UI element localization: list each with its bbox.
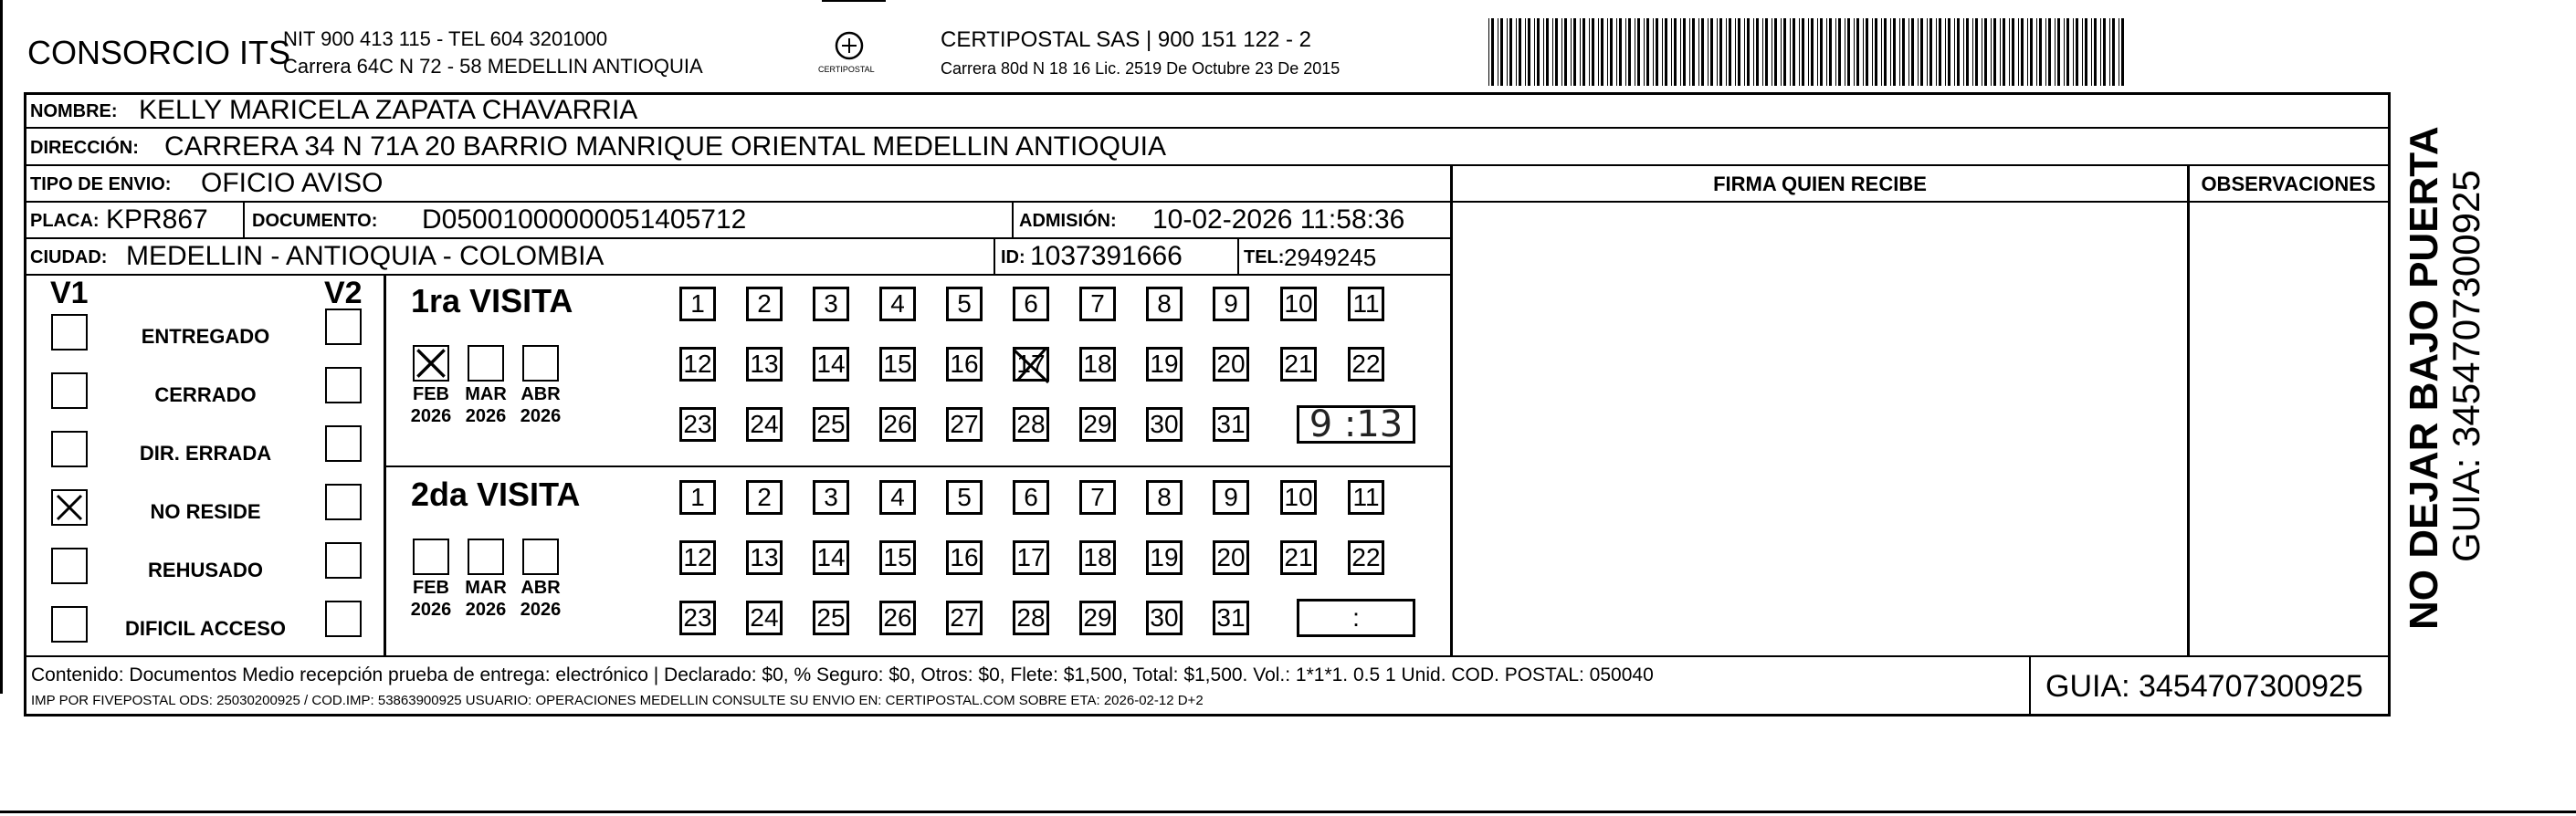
logo-text: CERTIPOSTAL: [818, 65, 875, 74]
frame-left: [24, 92, 26, 717]
row-sep-2: [24, 164, 2391, 166]
day-box[interactable]: 29: [1079, 601, 1116, 635]
document-value: D05001000000051405712: [422, 204, 747, 235]
signature-header: FIRMA QUIEN RECIBE: [1713, 173, 1927, 195]
footer-guide-sep: [2029, 655, 2031, 714]
day-box[interactable]: 27: [946, 601, 983, 635]
day-box[interactable]: 11: [1348, 287, 1384, 321]
admission-value: 10-02-2026 11:58:36: [1152, 204, 1405, 235]
day-box[interactable]: 5: [946, 287, 983, 321]
day-box[interactable]: 18: [1079, 347, 1116, 382]
v1-label: V1: [50, 276, 89, 310]
day-box[interactable]: 8: [1146, 287, 1183, 321]
day-box[interactable]: 17: [1013, 540, 1049, 575]
month-label: ABR 2026: [520, 578, 562, 620]
day-box[interactable]: 11: [1348, 480, 1384, 515]
month-label: FEB 2026: [410, 384, 452, 426]
day-box[interactable]: 5: [946, 480, 983, 515]
col-sep-signature: [1450, 164, 1453, 657]
v1-checkbox[interactable]: [51, 548, 88, 584]
day-box[interactable]: 26: [879, 407, 916, 442]
plate-value: KPR867: [106, 204, 208, 235]
v2-checkbox[interactable]: [325, 309, 362, 345]
company-nit: NIT 900 413 115 - TEL 604 3201000: [283, 27, 608, 50]
col-sep-id: [994, 237, 995, 274]
month-label: MAR 2026: [465, 384, 507, 426]
id-label: ID:: [1001, 247, 1025, 267]
day-box[interactable]: 13: [746, 540, 783, 575]
name-label: NOMBRE:: [30, 101, 118, 121]
plate-label: PLACA:: [30, 211, 100, 231]
day-box[interactable]: 14: [813, 540, 849, 575]
day-cross-icon: [1010, 344, 1052, 386]
day-box[interactable]: 15: [879, 347, 916, 382]
day-box[interactable]: 27: [946, 407, 983, 442]
day-box[interactable]: 22: [1348, 540, 1384, 575]
month-checkbox[interactable]: [468, 539, 504, 575]
month-label: FEB 2026: [410, 578, 452, 620]
company-address: Carrera 64C N 72 - 58 MEDELLIN ANTIOQUIA: [283, 55, 703, 78]
day-box[interactable]: 10: [1280, 287, 1317, 321]
day-box[interactable]: 4: [879, 287, 916, 321]
side-notice: NO DEJAR BAJO PUERTA: [2402, 126, 2446, 630]
day-box[interactable]: 12: [679, 347, 716, 382]
frame-bottom: [24, 714, 2391, 717]
day-box[interactable]: 2: [746, 480, 783, 515]
col-sep-placa: [243, 201, 245, 237]
day-box[interactable]: 26: [879, 601, 916, 635]
day-box[interactable]: 17: [1013, 347, 1049, 382]
carrier-name: CERTIPOSTAL SAS | 900 151 122 - 2: [941, 27, 1311, 52]
day-box[interactable]: 7: [1079, 287, 1116, 321]
day-box[interactable]: 25: [813, 407, 849, 442]
city-value: MEDELLIN - ANTIOQUIA - COLOMBIA: [126, 241, 605, 271]
day-box[interactable]: 20: [1213, 540, 1249, 575]
month-checkbox[interactable]: [413, 539, 449, 575]
visit-title: 2da VISITA: [411, 476, 581, 513]
day-box[interactable]: 9: [1213, 287, 1249, 321]
month-label: ABR 2026: [520, 384, 562, 426]
day-box[interactable]: 3: [813, 480, 849, 515]
day-box[interactable]: 30: [1146, 407, 1183, 442]
day-box[interactable]: 28: [1013, 407, 1049, 442]
day-box[interactable]: 23: [679, 407, 716, 442]
day-box[interactable]: 23: [679, 601, 716, 635]
observations-header: OBSERVACIONES: [2201, 173, 2376, 195]
col-sep-status: [384, 274, 386, 655]
v2-checkbox[interactable]: [325, 367, 362, 403]
day-box[interactable]: 1: [679, 480, 716, 515]
v1-checkbox[interactable]: [51, 431, 88, 467]
month-checkbox[interactable]: [413, 345, 449, 382]
v1-checkbox[interactable]: [51, 314, 88, 350]
day-box[interactable]: 2: [746, 287, 783, 321]
certipostal-logo: [818, 26, 877, 80]
month-checkbox[interactable]: [468, 345, 504, 382]
day-box[interactable]: 29: [1079, 407, 1116, 442]
city-label: CIUDAD:: [30, 247, 108, 267]
status-label: CERRADO: [154, 383, 257, 406]
month-checkbox[interactable]: [522, 345, 559, 382]
day-box[interactable]: 19: [1146, 540, 1183, 575]
top-edge-line: [822, 0, 886, 2]
day-box[interactable]: 3: [813, 287, 849, 321]
barcode: [1488, 18, 2175, 86]
status-label: NO RESIDE: [150, 500, 261, 523]
row-sep-5: [24, 274, 1452, 276]
v2-checkbox[interactable]: [325, 601, 362, 637]
id-value: 1037391666: [1030, 241, 1183, 271]
v2-checkbox[interactable]: [325, 542, 362, 579]
day-box[interactable]: 25: [813, 601, 849, 635]
day-box[interactable]: 18: [1079, 540, 1116, 575]
day-box[interactable]: 31: [1213, 407, 1249, 442]
x-mark-icon: [415, 347, 447, 380]
footer-content: Contenido: Documentos Medio recepción prueba de entrega: electrónico | Declarado: $0, % Seguro: $0, Otros: $0, Flete: $1,500, Total: $1,500. Vol.: 1*1*1. 0.5 1 Unid. COD. POSTAL: 050040: [31, 664, 1654, 685]
address-value: CARRERA 34 N 71A 20 BARRIO MANRIQUE ORIENTAL MEDELLIN ANTIOQUIA: [164, 131, 1166, 162]
day-box[interactable]: 13: [746, 347, 783, 382]
footer-print-info: IMP POR FIVEPOSTAL ODS: 25030200925 / COD.IMP: 53863900925 USUARIO: OPERACIONES MEDELLIN CONSULTE SU ENVIO EN: CERTIPOSTAL.COM SOBRE ETA: 2026-02-12 D+2: [31, 693, 1204, 708]
status-label: REHUSADO: [148, 559, 263, 581]
day-box[interactable]: 15: [879, 540, 916, 575]
type-label: TIPO DE ENVIO:: [30, 174, 172, 194]
day-box[interactable]: 28: [1013, 601, 1049, 635]
day-box[interactable]: 1: [679, 287, 716, 321]
day-box[interactable]: 4: [879, 480, 916, 515]
day-box[interactable]: 6: [1013, 480, 1049, 515]
month-checkbox[interactable]: [522, 539, 559, 575]
month-label: MAR 2026: [465, 578, 507, 620]
day-box[interactable]: 6: [1013, 287, 1049, 321]
day-box[interactable]: 7: [1079, 480, 1116, 515]
row-sep-3: [24, 201, 2391, 203]
frame-right: [2388, 92, 2391, 717]
name-value: KELLY MARICELA ZAPATA CHAVARRIA: [139, 95, 638, 125]
day-box[interactable]: 16: [946, 347, 983, 382]
side-guide: GUIA: 3454707300925: [2445, 170, 2487, 562]
day-box[interactable]: 10: [1280, 480, 1317, 515]
day-box[interactable]: 20: [1213, 347, 1249, 382]
day-box[interactable]: 22: [1348, 347, 1384, 382]
day-box[interactable]: 12: [679, 540, 716, 575]
document-label: DOCUMENTO:: [252, 211, 378, 231]
v1-checkbox[interactable]: [51, 606, 88, 643]
day-box[interactable]: 24: [746, 407, 783, 442]
v2-checkbox[interactable]: [325, 484, 362, 520]
day-box[interactable]: 21: [1280, 540, 1317, 575]
status-label: DIR. ERRADA: [139, 442, 272, 465]
admission-label: ADMISIÓN:: [1019, 211, 1117, 231]
v1-checkbox[interactable]: [51, 489, 88, 526]
day-box[interactable]: 14: [813, 347, 849, 382]
v2-label: V2: [324, 276, 363, 310]
status-label: DIFICIL ACCESO: [124, 617, 286, 640]
col-sep-observations: [2187, 164, 2190, 657]
v2-checkbox[interactable]: [325, 425, 362, 462]
day-box[interactable]: 21: [1280, 347, 1317, 382]
footer-guide: GUIA: 3454707300925: [2045, 669, 2363, 704]
x-mark-icon: [55, 493, 84, 522]
bottom-edge-line: [0, 811, 2576, 813]
time-box[interactable]: 9 :13: [1297, 405, 1415, 444]
day-box[interactable]: 16: [946, 540, 983, 575]
day-box[interactable]: 30: [1146, 601, 1183, 635]
carrier-address: Carrera 80d N 18 16 Lic. 2519 De Octubre 23 De 2015: [941, 59, 1341, 78]
row-sep-1: [24, 127, 2391, 129]
time-box[interactable]: :: [1297, 599, 1415, 637]
row-sep-footer: [24, 655, 2391, 657]
day-box[interactable]: 8: [1146, 480, 1183, 515]
v1-checkbox[interactable]: [51, 372, 88, 409]
company-name: CONSORCIO ITS: [27, 34, 291, 71]
day-box[interactable]: 24: [746, 601, 783, 635]
visit-title: 1ra VISITA: [411, 282, 573, 319]
day-box[interactable]: 9: [1213, 480, 1249, 515]
tel-value: 2949245: [1284, 244, 1377, 271]
col-sep-tel: [1237, 237, 1239, 274]
day-box[interactable]: 31: [1213, 601, 1249, 635]
type-value: OFICIO AVISO: [201, 168, 384, 198]
tel-label: TEL:: [1244, 247, 1285, 267]
left-edge-line: [0, 0, 3, 694]
col-sep-admision: [1012, 201, 1014, 237]
visit-sep: [384, 466, 1452, 467]
day-box[interactable]: 19: [1146, 347, 1183, 382]
address-label: DIRECCIÓN:: [30, 138, 139, 158]
status-label: ENTREGADO: [141, 325, 270, 348]
